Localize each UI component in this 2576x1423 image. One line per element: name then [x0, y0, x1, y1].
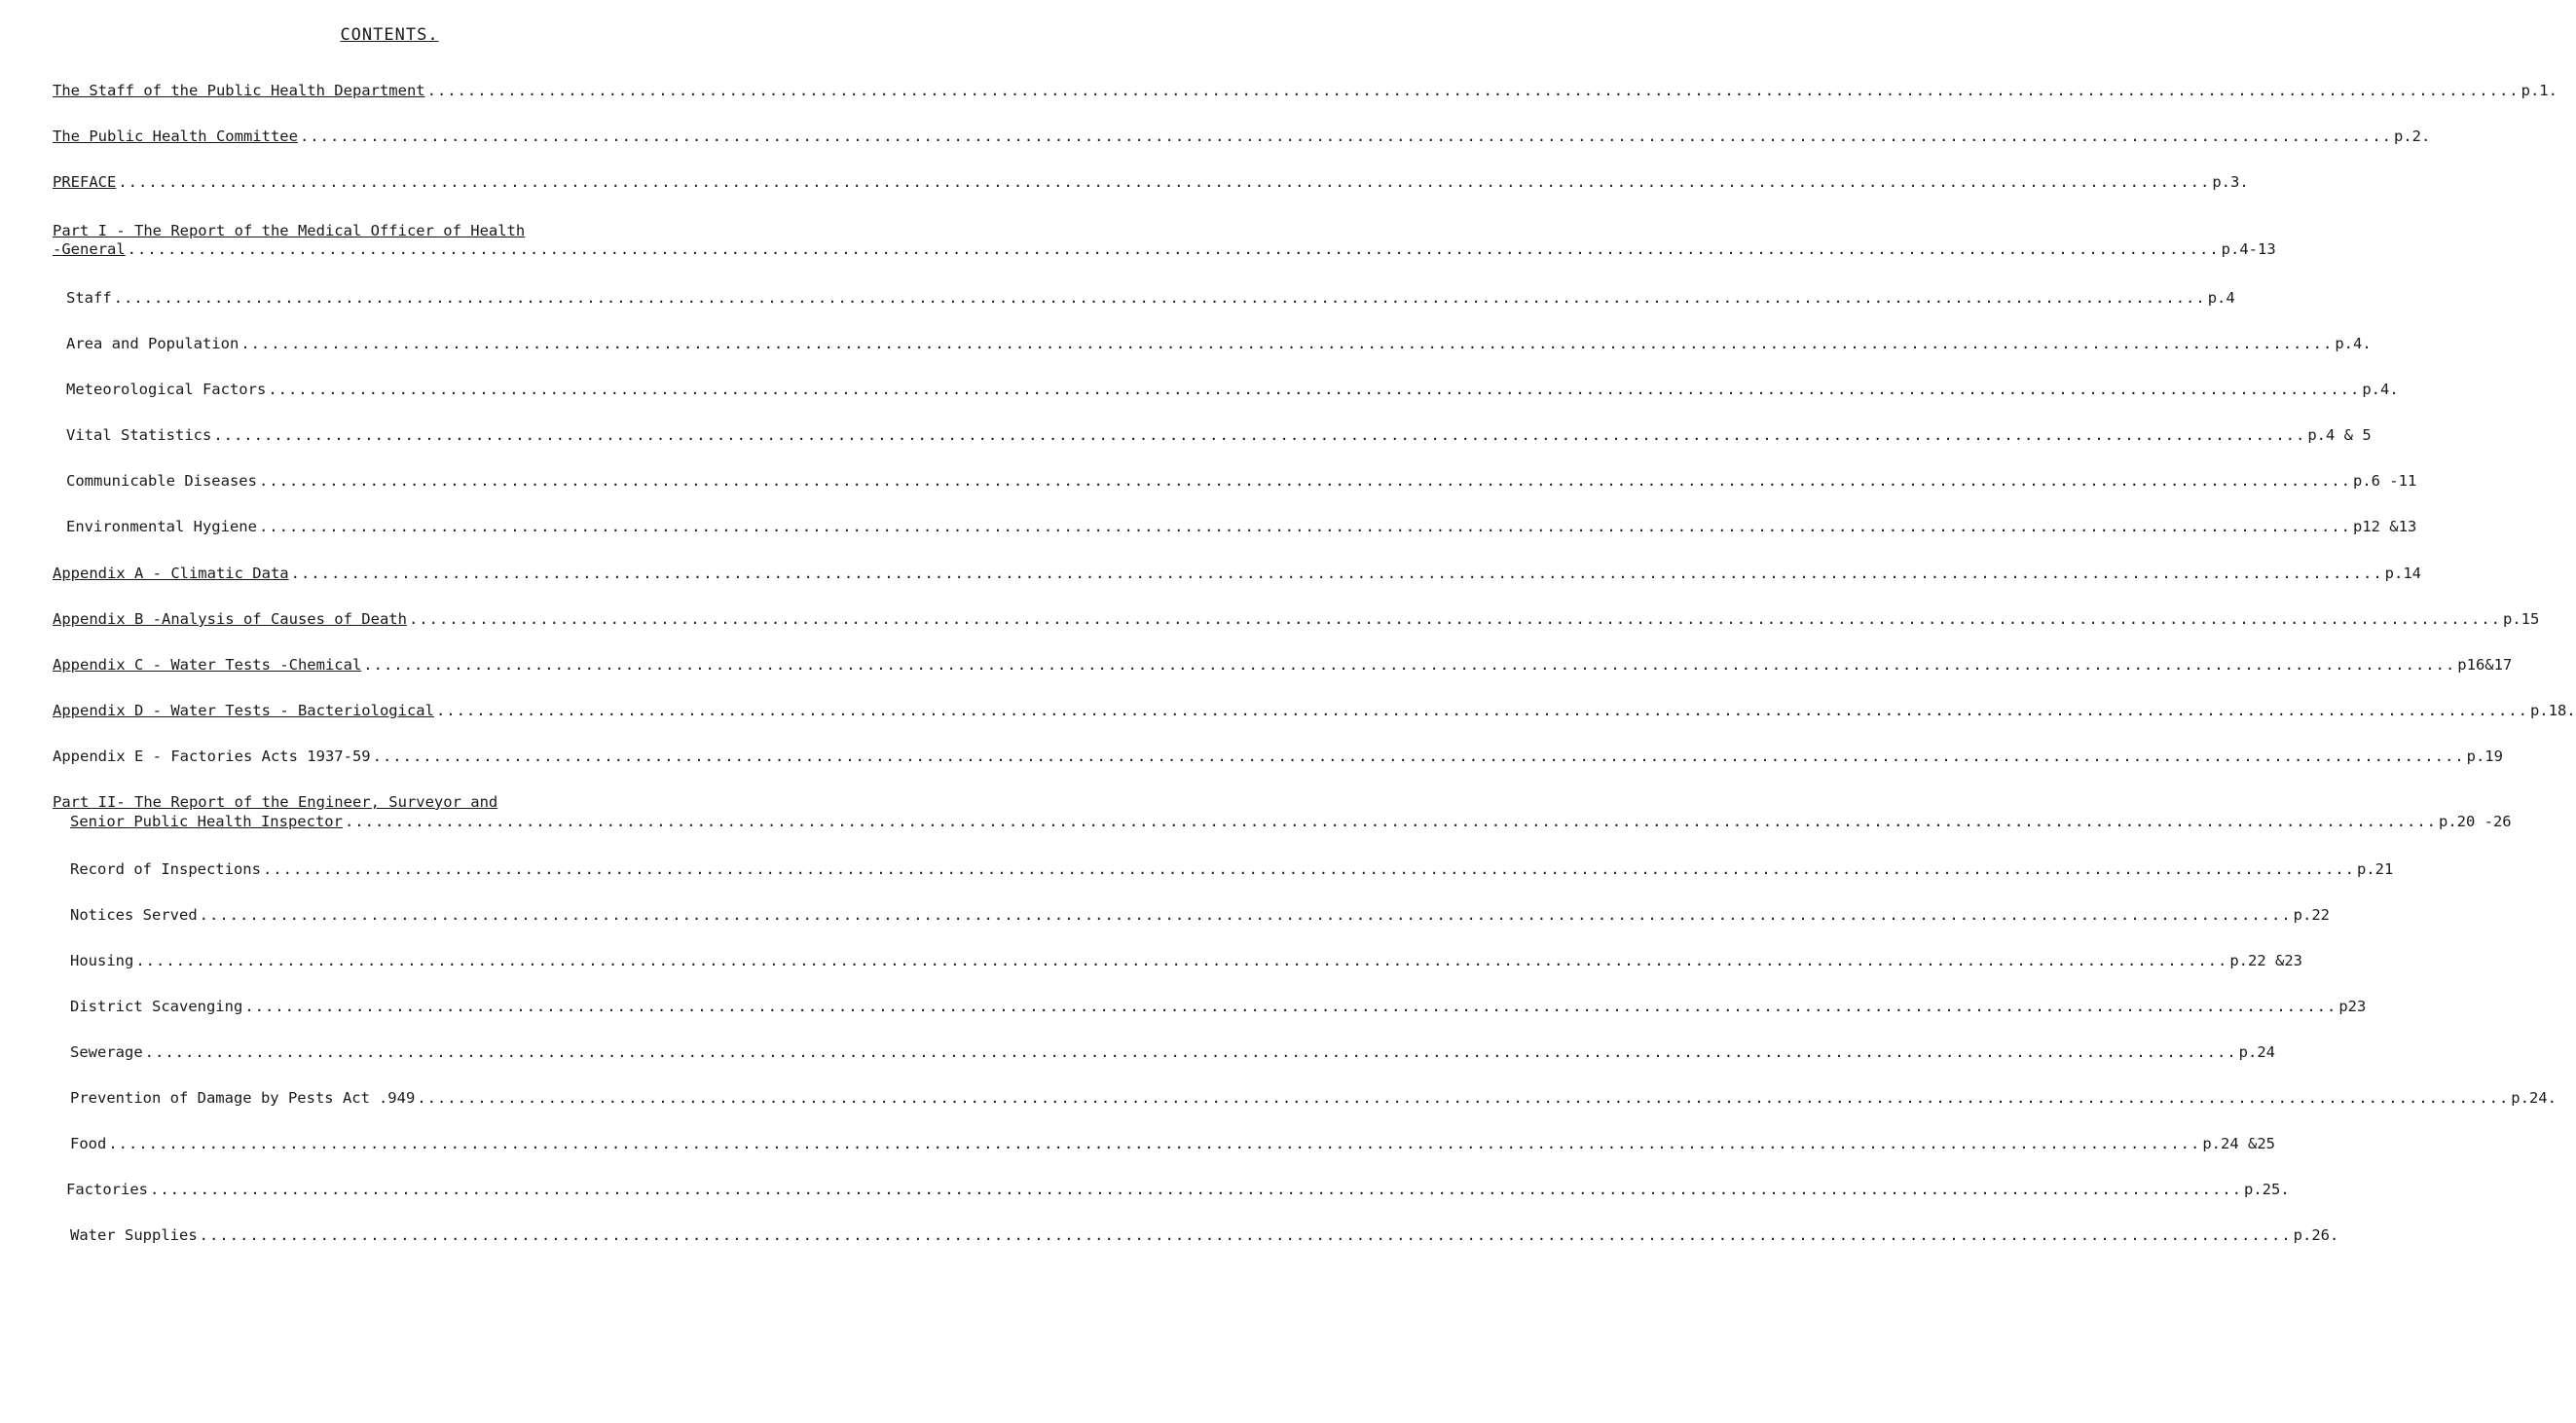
entry-page: p.19: [2466, 748, 2503, 765]
toc-entry-appendix-b: [53, 609, 2540, 629]
entry-page: p12 &13: [2352, 518, 2417, 535]
dot-leader: [200, 905, 2292, 925]
toc-entry-vital-statistics: [66, 425, 2372, 445]
dot-leader: [240, 334, 2333, 353]
toc-entry-staff: [66, 288, 2235, 308]
entry-page: p.4.: [2362, 381, 2399, 398]
entry-page: p.4 & 5: [2307, 426, 2372, 444]
toc-entry-water-supplies: [70, 1225, 2339, 1245]
entry-page: p23: [2338, 998, 2367, 1015]
dot-leader: [427, 81, 2520, 100]
entry-page: p.24.: [2511, 1089, 2557, 1107]
toc-entry-part-one: [53, 239, 2276, 259]
dot-leader: [259, 517, 2351, 536]
dot-leader: [128, 239, 2220, 259]
toc-entry-part-two-heading: Part II- The Report of the Engineer, Surveyor and: [53, 793, 498, 811]
entry-page: p.20 -26: [2438, 813, 2512, 830]
entry-page: p.3.: [2212, 173, 2249, 191]
toc-entry-factories: [66, 1180, 2290, 1199]
toc-entry-appendix-c: [53, 655, 2513, 675]
toc-entry-communicable-diseases: [66, 471, 2417, 491]
entry-page: p.24: [2238, 1043, 2275, 1061]
toc-entry-part-one-heading: Part I - The Report of the Medical Officer of Health: [53, 222, 526, 239]
entry-label: District Scavenging: [70, 998, 243, 1015]
toc-entry-public-health-committee: [53, 127, 2431, 146]
dot-leader: [363, 655, 2455, 675]
entry-label: Communicable Diseases: [66, 472, 257, 490]
entry-page: p.14: [2384, 565, 2421, 582]
entry-label: Water Supplies: [70, 1226, 198, 1244]
page-title: CONTENTS.: [340, 25, 439, 45]
toc-entry-environmental-hygiene: [66, 517, 2417, 536]
toc-entry-sewerage: [70, 1042, 2275, 1062]
dot-leader: [268, 380, 2360, 399]
entry-label: Staff: [66, 289, 112, 307]
entry-label: Appendix B -Analysis of Causes of Death: [53, 610, 407, 628]
entry-label-suffix: .949: [378, 1089, 416, 1107]
dot-leader: [300, 127, 2392, 146]
dot-leader: [244, 997, 2337, 1016]
dot-leader: [291, 564, 2383, 583]
toc-entry-part-two: [53, 812, 2512, 831]
entry-label: Appendix E - Factories Acts 1937-59: [53, 748, 371, 765]
entry-page: p.22: [2293, 906, 2330, 924]
entry-label: Senior Public Health Inspector: [70, 813, 343, 830]
dot-leader: [259, 471, 2351, 491]
entry-label: Factories: [66, 1181, 148, 1198]
entry-label: Meteorological Factors: [66, 381, 267, 398]
dot-leader: [263, 859, 2355, 879]
entry-page: p.4-13: [2221, 240, 2276, 258]
entry-page: p.24 &25: [2202, 1135, 2275, 1152]
toc-entry-staff-department: [53, 81, 2558, 100]
entry-page: p.4.: [2335, 335, 2372, 352]
dot-leader: [108, 1134, 2200, 1153]
entry-page: p.6 -11: [2352, 472, 2417, 490]
entry-label: Sewerage: [70, 1043, 143, 1061]
entry-label: Environmental Hygiene: [66, 518, 257, 535]
dot-leader: [213, 425, 2305, 445]
entry-label: PREFACE: [53, 173, 117, 191]
entry-label: Appendix A - Climatic Data: [53, 565, 289, 582]
toc-entry-area-population: [66, 334, 2372, 353]
entry-page: p16&17: [2457, 656, 2513, 674]
toc-entry-housing: [70, 951, 2302, 970]
toc-entry-appendix-d: [53, 701, 2576, 720]
dot-leader: [200, 1225, 2292, 1245]
toc-entry-meteorological: [66, 380, 2399, 399]
dot-leader: [436, 701, 2528, 720]
entry-label: Area and Population: [66, 335, 239, 352]
entry-page: p.2.: [2393, 128, 2431, 145]
entry-page: p.1.: [2521, 82, 2558, 99]
entry-label: Prevention of Damage by Pests Act: [70, 1089, 370, 1107]
toc-entry-appendix-a: [53, 564, 2421, 583]
dot-leader: [150, 1180, 2242, 1199]
toc-entry-record-inspections: [70, 859, 2394, 879]
dot-leader: [135, 951, 2227, 970]
toc-entry-notices-served: [70, 905, 2330, 925]
entry-page: p.21: [2356, 860, 2394, 878]
dot-leader: [409, 609, 2501, 629]
entry-page: p.26.: [2293, 1226, 2339, 1244]
toc-entry-preface: [53, 172, 2249, 192]
entry-label: -General: [53, 240, 126, 258]
toc-entry-appendix-e: [53, 747, 2503, 766]
dot-leader: [345, 812, 2437, 831]
entry-label: Appendix C - Water Tests -Chemical: [53, 656, 362, 674]
dot-leader: [118, 172, 2210, 192]
dot-leader: [145, 1042, 2237, 1062]
toc-entry-food: [70, 1134, 2275, 1153]
entry-label: Food: [70, 1135, 107, 1152]
toc-entry-prevention-pests: [70, 1088, 2557, 1108]
entry-label: Housing: [70, 952, 134, 969]
dot-leader: [417, 1088, 2509, 1108]
entry-page: p.25.: [2244, 1181, 2290, 1198]
entry-page: p.18.: [2529, 702, 2576, 719]
entry-page: p.4: [2207, 289, 2235, 307]
entry-label: The Staff of the Public Health Department: [53, 82, 425, 99]
entry-label: The Public Health Committee: [53, 128, 298, 145]
entry-label: Appendix D - Water Tests - Bacteriological: [53, 702, 434, 719]
entry-page: p.22 &23: [2229, 952, 2302, 969]
dot-leader: [373, 747, 2465, 766]
entry-label: Record of Inspections: [70, 860, 261, 878]
dot-leader: [114, 288, 2206, 308]
entry-page: p.15: [2502, 610, 2540, 628]
entry-label: Vital Statistics: [66, 426, 212, 444]
toc-entry-district-scavenging: [70, 997, 2367, 1016]
entry-label: Notices Served: [70, 906, 198, 924]
